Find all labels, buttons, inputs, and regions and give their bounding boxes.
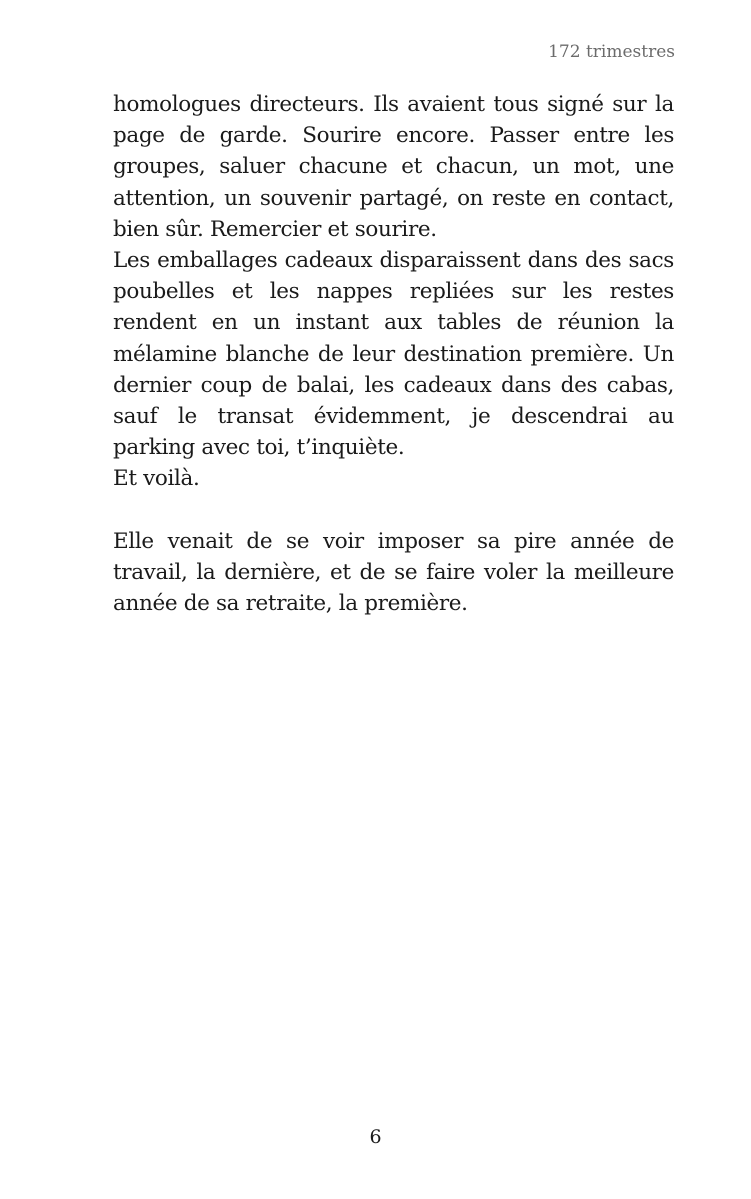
paragraph-spacer <box>113 495 674 526</box>
paragraph: homologues directeurs. Ils avaient tous signé sur la page de garde. Sourire encore. Passer entre les groupes, saluer chacune et chacun, un mot, une attention, un souvenir partagé, on reste en contact, bien sûr. Remercier et sourire. <box>113 92 674 242</box>
paragraph: Elle venait de se voir imposer sa pire année de travail, la dernière, et de se faire voler la meilleure année de sa retraite, la première. <box>113 528 674 617</box>
paragraph: Les emballages cadeaux disparaissent dans des sacs poubelles et les nappes repliées sur les restes rendent en un instant aux tables de réunion la mélamine blanche de leur destination première. Un dernier coup de balai, les cadeaux dans des cabas, sauf le transat évidemment, je descendrai au parking avec toi, t’inquiète. <box>113 248 674 461</box>
page-body <box>113 89 674 619</box>
running-header: 172 trimestres <box>548 42 675 62</box>
paragraph: Et voilà. <box>113 466 200 492</box>
page-number: 6 <box>369 1126 382 1148</box>
